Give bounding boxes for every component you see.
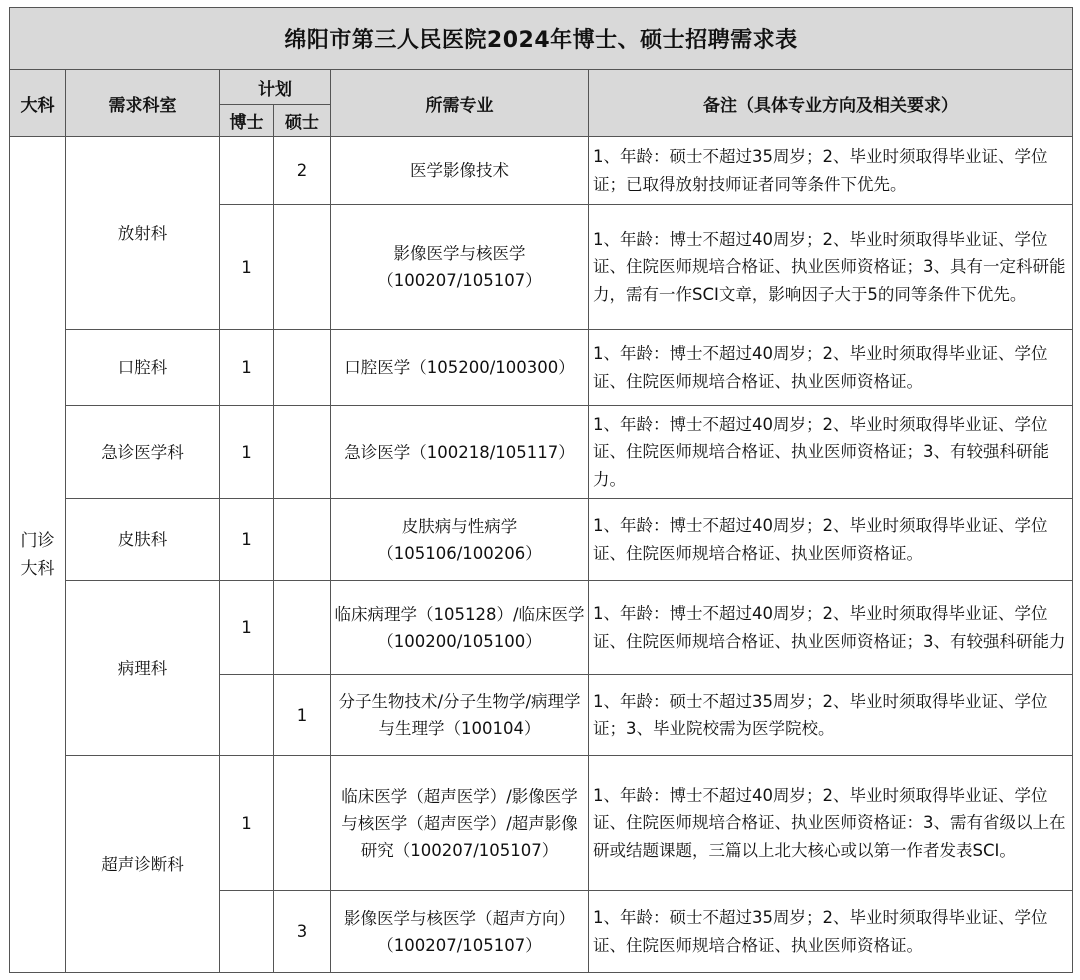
phd-count [220, 137, 274, 205]
master-count: 3 [274, 891, 331, 973]
phd-count: 1 [220, 205, 274, 330]
remarks-cell: 1、年龄：硕士不超过35周岁；2、毕业时须取得毕业证、学位证、住院医师规培合格证、执业医师资格证。 [589, 891, 1073, 973]
header-category: 大科 [10, 70, 66, 137]
header-phd: 博士 [220, 105, 274, 137]
recruitment-table-container [9, 7, 1073, 973]
remarks-cell: 1、年龄：硕士不超过35周岁；2、毕业时须取得毕业证、学位证；已取得放射技师证者同等条件下优先。 [589, 137, 1073, 205]
remarks-cell: 1、年龄：博士不超过40周岁；2、毕业时须取得毕业证、学位证、住院医师规培合格证、执业医师资格证。 [589, 330, 1073, 406]
header-remarks: 备注（具体专业方向及相关要求） [589, 70, 1073, 137]
remarks-cell: 1、年龄：博士不超过40周岁；2、毕业时须取得毕业证、学位证、住院医师规培合格证、执业医师资格证；3、具有一定科研能力，需有一作SCI文章，影响因子大于5的同等条件下优先。 [589, 205, 1073, 330]
master-count: 1 [274, 675, 331, 756]
remarks-cell: 1、年龄：博士不超过40周岁；2、毕业时须取得毕业证、学位证、住院医师规培合格证、执业医师资格证。 [589, 499, 1073, 581]
major-cell: 分子生物技术/分子生物学/病理学与生理学（100104） [331, 675, 589, 756]
department-pathology: 病理科 [66, 581, 220, 756]
department-ultrasound: 超声诊断科 [66, 756, 220, 973]
major-cell: 口腔医学（105200/100300） [331, 330, 589, 406]
header-department: 需求科室 [66, 70, 220, 137]
phd-count: 1 [220, 499, 274, 581]
phd-count: 1 [220, 581, 274, 675]
major-cell: 急诊医学（100218/105117） [331, 406, 589, 499]
major-cell: 临床病理学（105128）/临床医学（100200/105100） [331, 581, 589, 675]
major-cell: 影像医学与核医学（100207/105107） [331, 205, 589, 330]
header-plan: 计划 [220, 70, 331, 105]
category-label: 门诊大科 [20, 530, 55, 579]
remarks-cell: 1、年龄：博士不超过40周岁；2、毕业时须取得毕业证、学位证、住院医师规培合格证、执业医师资格证；3、有较强科研能力。 [589, 406, 1073, 499]
department-stomatology: 口腔科 [66, 330, 220, 406]
remarks-cell: 1、年龄：硕士不超过35周岁；2、毕业时须取得毕业证、学位证；3、毕业院校需为医学院校。 [589, 675, 1073, 756]
recruitment-table [9, 7, 1073, 973]
remarks-cell: 1、年龄：博士不超过40周岁；2、毕业时须取得毕业证、学位证、住院医师规培合格证、执业医师资格证；3、有较强科研能力 [589, 581, 1073, 675]
department-radiology: 放射科 [66, 137, 220, 330]
master-count [274, 205, 331, 330]
master-count [274, 499, 331, 581]
category-cell [10, 137, 66, 973]
master-count: 2 [274, 137, 331, 205]
master-count [274, 406, 331, 499]
phd-count: 1 [220, 330, 274, 406]
master-count [274, 330, 331, 406]
phd-count: 1 [220, 406, 274, 499]
major-cell: 皮肤病与性病学（105106/100206） [331, 499, 589, 581]
major-cell: 临床医学（超声医学）/影像医学与核医学（超声医学）/超声影像研究（100207/105107） [331, 756, 589, 891]
department-dermatology: 皮肤科 [66, 499, 220, 581]
phd-count [220, 891, 274, 973]
header-master: 硕士 [274, 105, 331, 137]
master-count [274, 756, 331, 891]
major-cell: 医学影像技术 [331, 137, 589, 205]
master-count [274, 581, 331, 675]
phd-count: 1 [220, 756, 274, 891]
phd-count [220, 675, 274, 756]
major-cell: 影像医学与核医学（超声方向）（100207/105107） [331, 891, 589, 973]
department-emergency: 急诊医学科 [66, 406, 220, 499]
header-major: 所需专业 [331, 70, 589, 137]
remarks-cell: 1、年龄：博士不超过40周岁；2、毕业时须取得毕业证、学位证、住院医师规培合格证、执业医师资格证：3、需有省级以上在研或结题课题，三篇以上北大核心或以第一作者发表SCI。 [589, 756, 1073, 891]
table-title: 绵阳市第三人民医院2024年博士、硕士招聘需求表 [10, 8, 1073, 70]
